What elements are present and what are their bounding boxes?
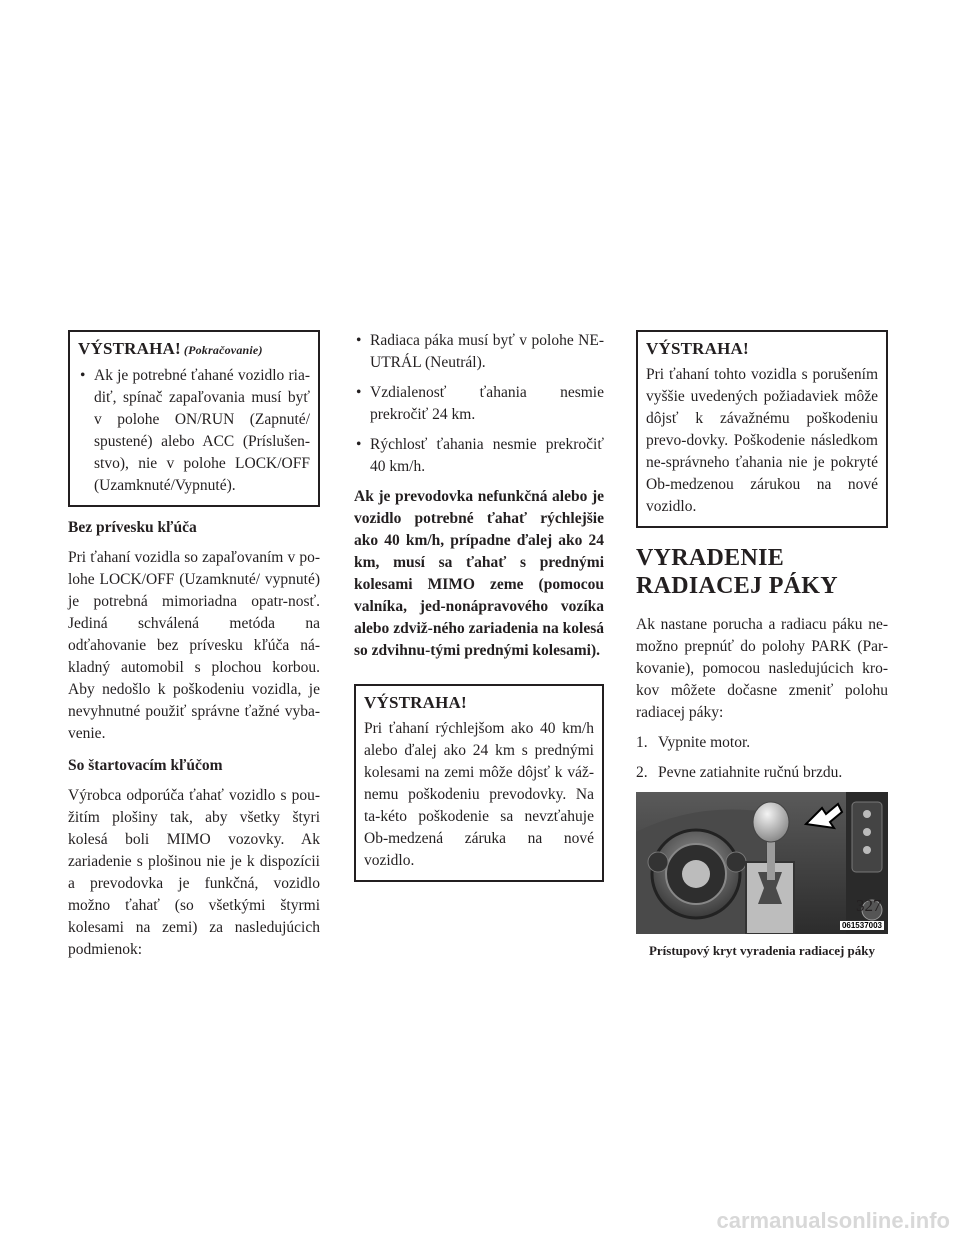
section-title: VYRADENIE RADIACEJ PÁKY bbox=[636, 545, 838, 599]
warning-title: VÝSTRAHA! (Pokračovanie) bbox=[78, 339, 263, 358]
condition-bullet: • Radiaca páka musí byť v polohe NE-UTRÁL (Neutrál). bbox=[356, 332, 604, 371]
column-left bbox=[68, 330, 320, 961]
warning-box-damage bbox=[636, 330, 888, 528]
column-middle bbox=[354, 330, 604, 882]
condition-bullet: • Vzdialenosť ťahania nesmie prekročiť 24 km. bbox=[356, 384, 604, 423]
watermark: carmanualsonline.info bbox=[716, 1208, 950, 1233]
warning-bullet: • Ak je potrebné ťahané vozidlo ria-diť, spínač zapaľovania musí byť v polohe ON/RUN (Zapnuté/ spustené) alebo ACC (Príslušen-stvo), nie v polohe LOCK/OFF (Uzamknuté/Vypnuté). bbox=[80, 367, 310, 494]
step-item: 1. Vypnite motor. bbox=[636, 734, 751, 751]
paragraph-no-key-fob: Pri ťahaní vozidla so zapaľovaním v po-lohe LOCK/OFF (Uzamknuté/ vypnuté) je potrebná mimoriadna opatr-nosť. Jediná schválená metóda na odťahovanie bez prívesku kľúča ná-kladný automobil s plochou korbou. Aby nedošlo k poškodeniu vozidla, je nevyhnutné použiť správne ťažné vyba-venie. bbox=[68, 549, 320, 742]
warning-text: Pri ťahaní rýchlejšom ako 40 km/h alebo ďalej ako 24 km s prednými kolesami na zemi môže dôjsť k váž-nemu poškodeniu prevodovky. Na ta-kéto poškodenie sa nevzťahuje Ob-medzená záruka na nové vozidlo. bbox=[364, 720, 594, 869]
condition-bullet: • Rýchlosť ťahania nesmie prekročiť 40 km/h. bbox=[356, 436, 604, 475]
warning-continued-label: (Pokračovanie) bbox=[183, 343, 263, 357]
figure-code: 061537003 bbox=[841, 921, 882, 930]
shifter-photo-illustration bbox=[636, 792, 888, 934]
warning-text: Pri ťahaní tohto vozidla s porušením vyššie uvedených požiadaviek môže dôjsť k závažnému poškodeniu prevo-dovky. Poškodenie následkom ne-správneho ťahania nie je pokryté Ob-medzenou zárukou na nové vozidlo. bbox=[646, 366, 878, 515]
paragraph-with-key: Výrobca odporúča ťahať vozidlo s pou-žitím plošiny tak, aby všetky štyri kolesá boli MIMO vozovky. Ak zariadenie s plošinou nie je k dispozícii a prevodovka je funkčná, vozidlo možno ťahať (so všetkými štyrmi kolesami na zemi) za nasledujúcich podmienok: bbox=[68, 787, 320, 958]
warning-box-continued bbox=[68, 330, 320, 507]
warning-box-speed bbox=[354, 684, 604, 882]
column-right bbox=[636, 330, 888, 960]
bullet-dot: • bbox=[80, 367, 86, 384]
shifter-override-photo bbox=[636, 792, 888, 934]
section-intro: Ak nastane porucha a radiacu páku ne-možno prepnúť do polohy PARK (Par-kovanie), pomocou nasledujúcich kro-kov môžete dočasne zmeniť polohu radiacej páky: bbox=[636, 616, 888, 721]
warning-title: VÝSTRAHA! bbox=[646, 339, 749, 358]
bold-towing-paragraph: Ak je prevodovka nefunkčná alebo je vozidlo potrebné ťahať rýchlejšie ako 40 km/h, prípadne ďalej ako 24 km, musí sa ťahať s prednými kolesami MIMO zeme (pomocou valníka, jed-nonápravového vozíka alebo zdviž-ného zariadenia na kolesá so zdvihnu-tými prednými kolesami). bbox=[354, 488, 604, 659]
figure-caption: Prístupový kryt vyradenia radiacej páky bbox=[648, 943, 876, 958]
page-number: 327 bbox=[856, 896, 882, 915]
subheading-no-key-fob: Bez prívesku kľúča bbox=[68, 519, 197, 536]
subheading-with-key: So štartovacím kľúčom bbox=[68, 757, 223, 774]
warning-title: VÝSTRAHA! bbox=[364, 693, 467, 712]
step-item: 2. Pevne zatiahnite ručnú brzdu. bbox=[636, 764, 843, 781]
